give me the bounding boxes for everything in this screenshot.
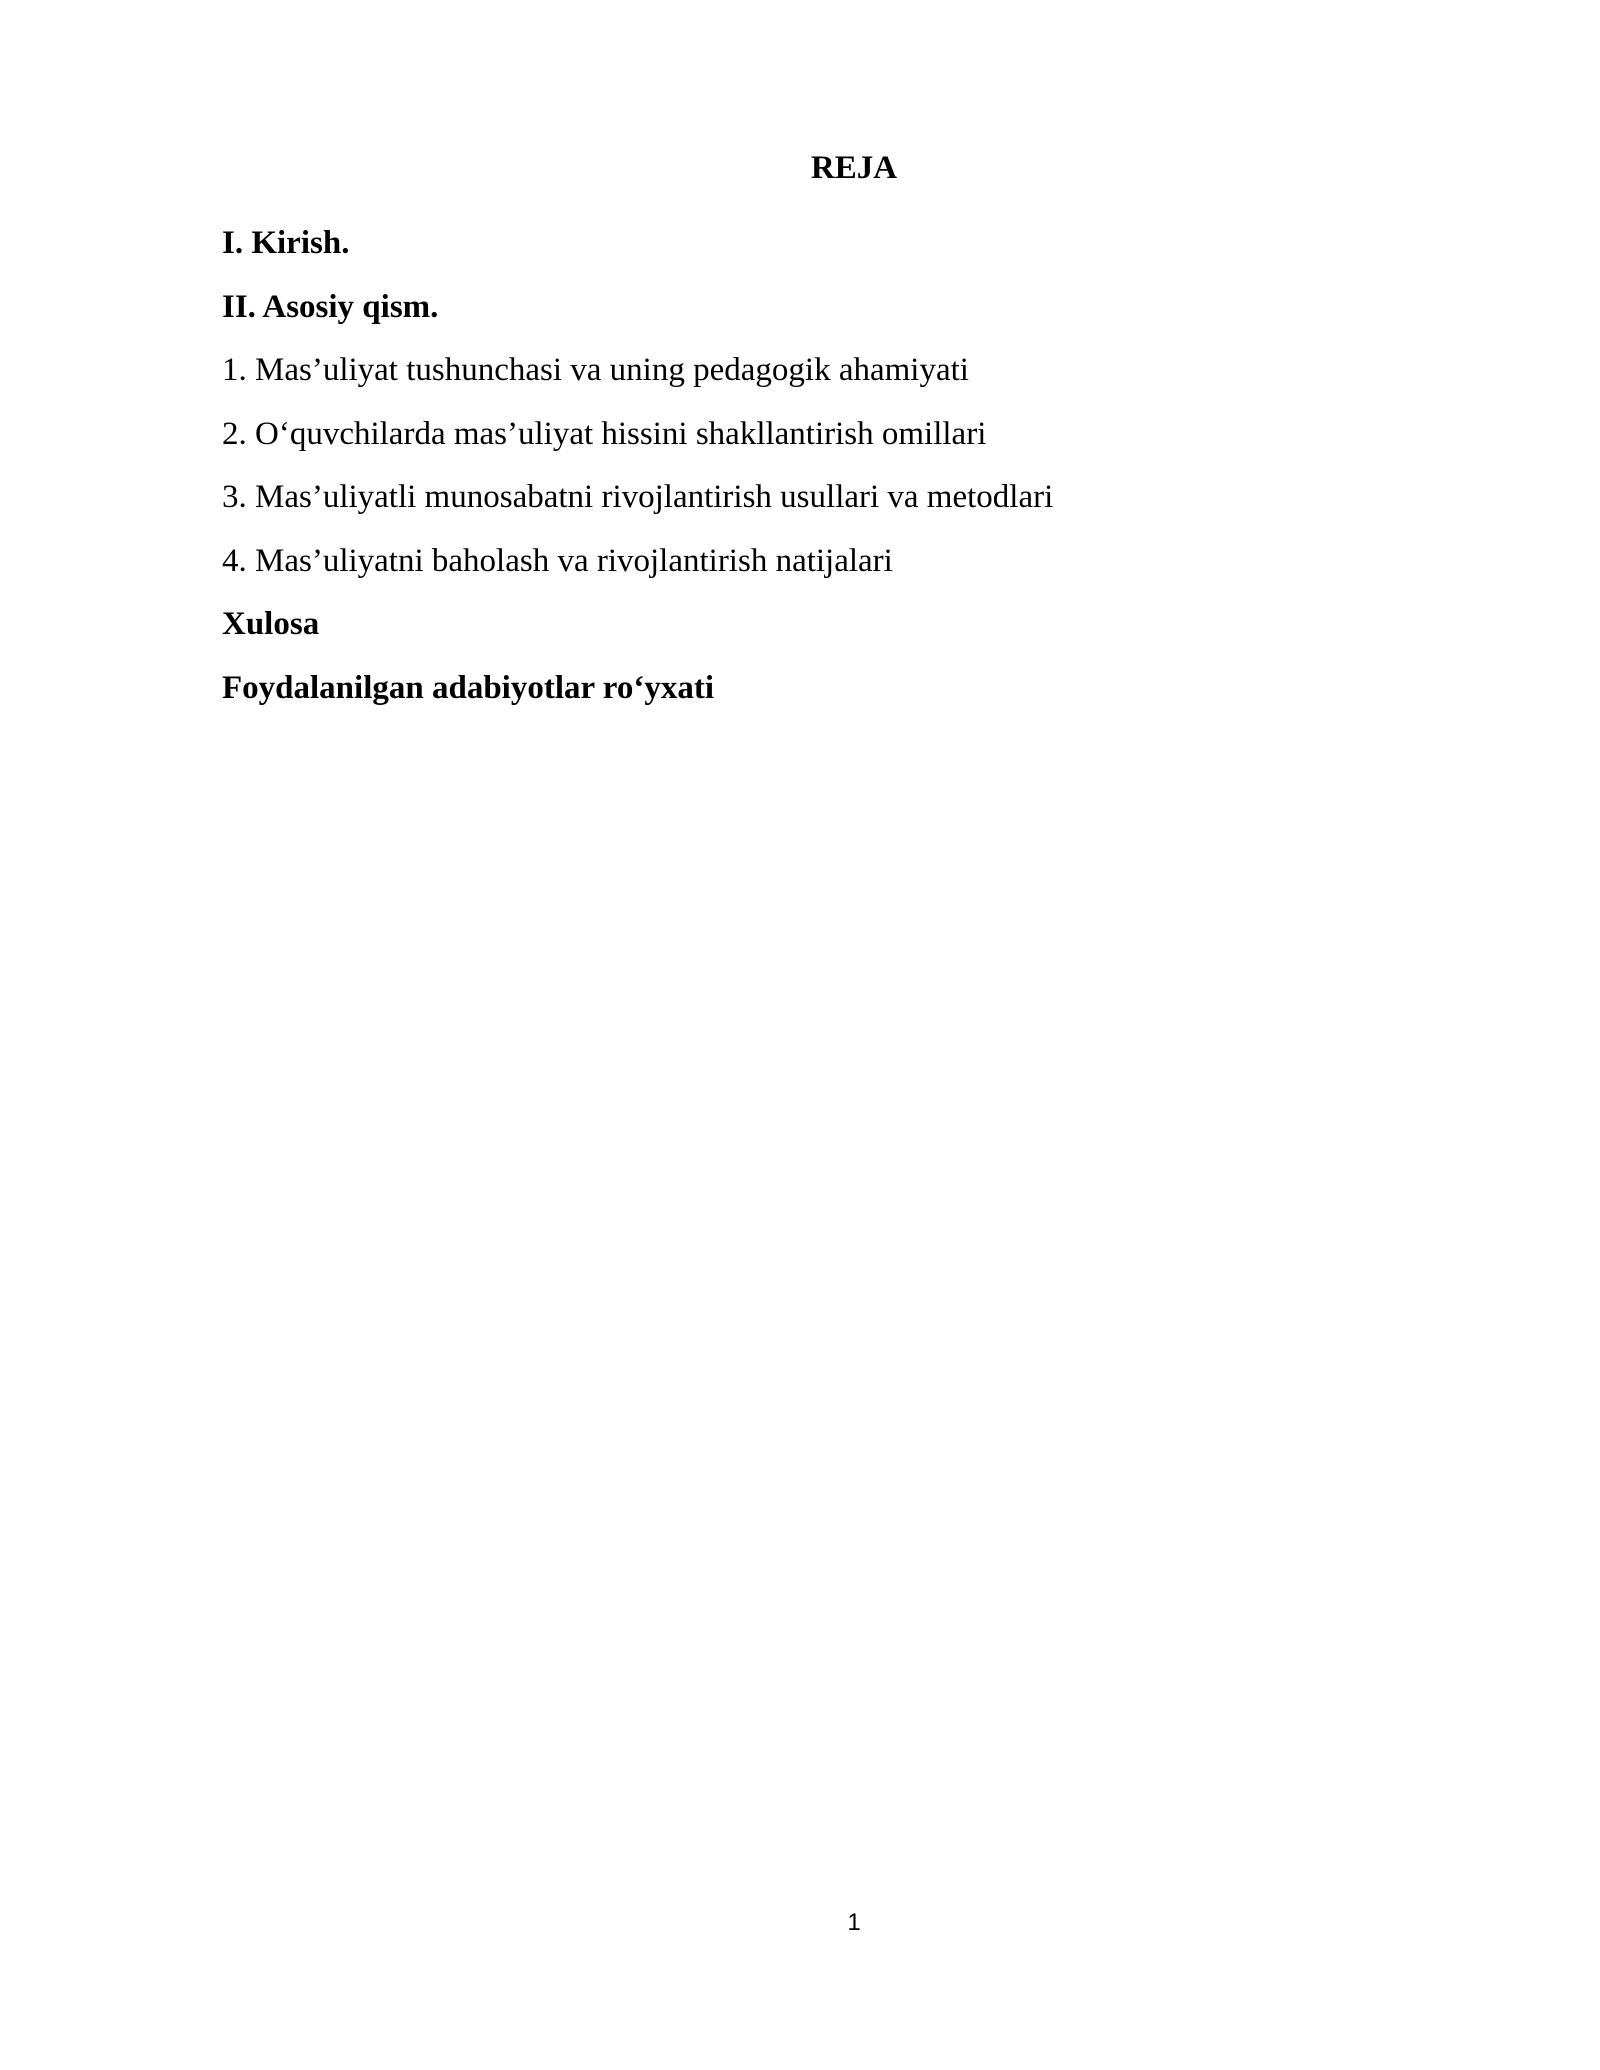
plan-list [222,212,1422,720]
section-references: Foydalanilgan adabiyotlar ro‘yxati [222,669,715,706]
plan-item-1: 1. Mas’uliyat tushunchasi va uning pedagogik ahamiyati [222,352,969,388]
plan-item-2: 2. O‘quvchilarda mas’uliyat hissini shakllantirish omillari [222,415,987,452]
section-conclusion: Xulosa [222,606,320,642]
plan-item-3: 3. Mas’uliyatli munosabatni rivojlantirish usullari va metodlari [222,479,1054,515]
page-number: 1 [847,1909,861,1936]
section-intro: I. Kirish. [222,225,350,261]
plan-item-4: 4. Mas’uliyatni baholash va rivojlantirish natijalari [222,542,893,579]
section-main: II. Asosiy qism. [222,288,439,325]
document-title: REJA [810,150,898,186]
